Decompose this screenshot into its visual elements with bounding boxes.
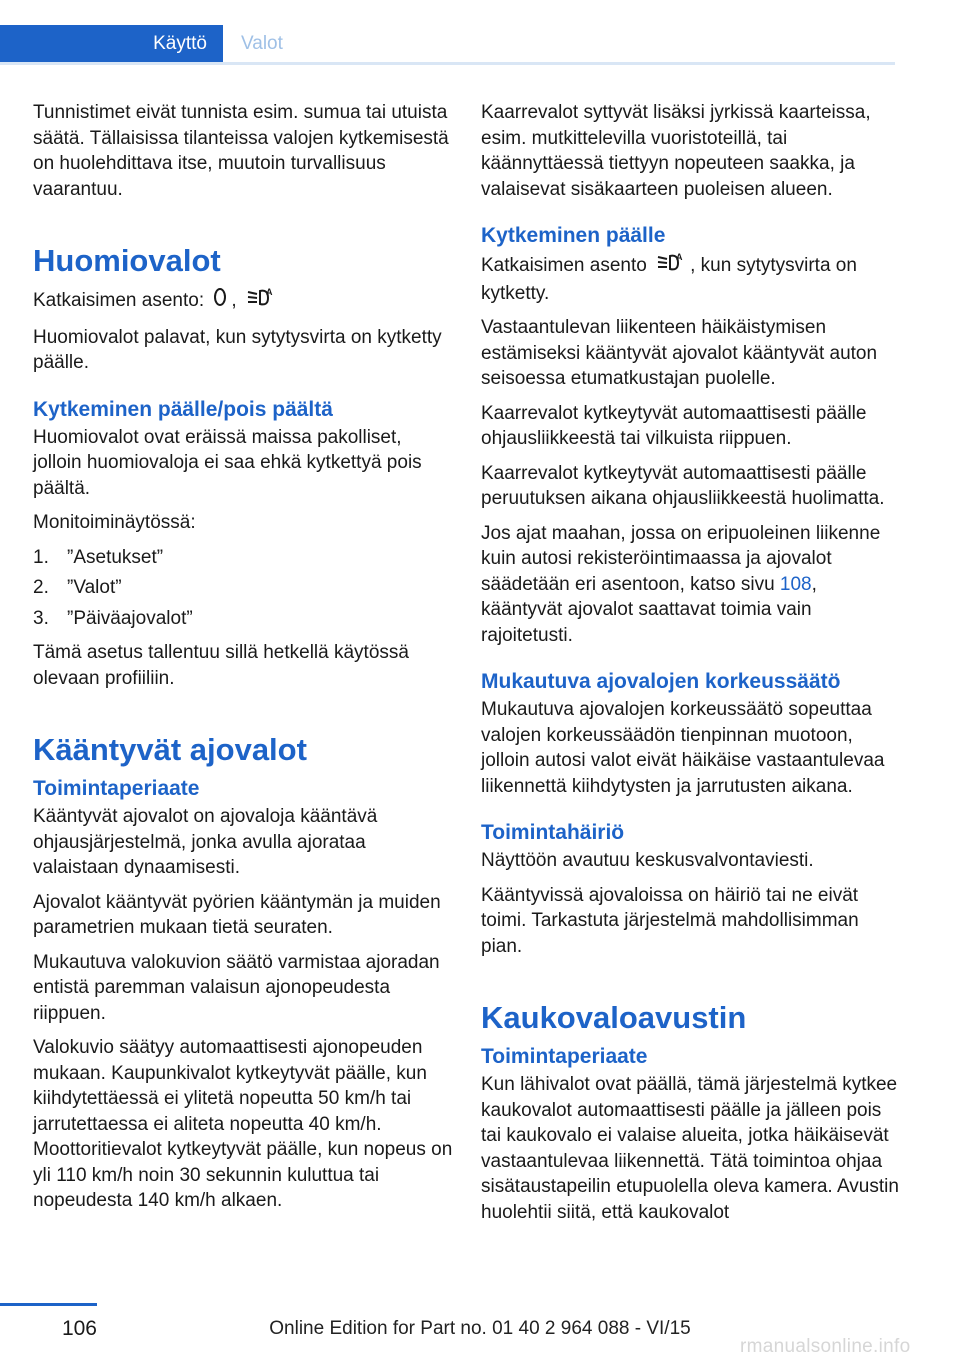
switch-position-line (481, 251, 901, 306)
paragraph: Tunnistimet eivät tunnista esim. sumua tai utuista säätä. Tällaisissa tilanteissa valojen kytkemisestä on huolehdittava itse, muutoin turvallisuus vaarantuu. (33, 102, 449, 200)
header-rule (0, 25, 895, 65)
paragraph: Kääntyvät ajovalot on ajovaloja kääntävä ohjausjärjestelmä, jonka avulla ajorataa valaistaan dynaamisesti. (33, 806, 378, 878)
paragraph: Vastaantulevan liikenteen häikäistymisen estämiseksi kääntyvät ajovalot kääntyvät auton seisoessa etumatkustajan puolelle. (481, 317, 878, 389)
heading-huomiovalot: Huomiovalot (33, 243, 221, 278)
heading-toimintahairio: Toimintahäiriö (481, 821, 625, 844)
paragraph: Ajovalot kääntyvät pyörien kääntymän ja muiden parametrien mukaan tietä seuraten. (33, 891, 441, 938)
page-number: 106 (61, 1317, 97, 1340)
heading-kaantyvat-ajovalot: Kääntyvät ajovalot (33, 732, 307, 767)
list-item (33, 606, 453, 632)
right-column (481, 100, 901, 1234)
heading-toimintaperiaate: Toimintaperiaate (481, 1045, 648, 1068)
switch-label: Katkaisimen asento: (33, 289, 205, 311)
page-number-rule (0, 1303, 97, 1306)
step-number: 2. (33, 577, 49, 598)
paragraph-text: Jos ajat maahan, jossa on eripuoleinen liikenne kuin autosi rekisteröintimaassa ja ajovalot säädetään eri asentoon, katso sivu (481, 522, 881, 595)
paragraph: Kaarrevalot kytkeytyvät automaattisesti päälle ohjausliikkeestä tai vilkuista riippuen. (481, 402, 867, 449)
switch-label: Katkaisimen asento (481, 254, 647, 276)
list-item (33, 545, 453, 571)
steps-list (33, 545, 453, 632)
step-text: ”Päiväajovalot” (67, 607, 193, 629)
paragraph: Mukautuva ajovalojen korkeussäätö sopeuttaa valojen korkeussäädön tienpinnan muotoon, jolloin autosi valot eivät häikäise vastaantulevaa liikennettä kiihdytysten ja jarrutusten aikana. (481, 699, 885, 797)
list-item (33, 575, 453, 601)
paragraph: Näyttöön avautuu keskusvalvontaviesti. (481, 850, 814, 871)
switch-position-0-icon (213, 287, 227, 315)
edition-footer: Online Edition for Part no. 01 40 2 964 088 - VI/15 (269, 1318, 691, 1339)
switch-position-line (33, 286, 453, 316)
paragraph: Kaarrevalot syttyvät lisäksi jyrkissä kaarteissa, esim. mutkittelevilla vuoristoteillä, tai käännyttäessä tiettyyn nopeuteen saakka, ja valaisevat sisäkaarteen puoleisen alueen. (481, 102, 871, 200)
heading-kytkeminen-pois: Kytkeminen päälle/pois päältä (33, 397, 333, 421)
svg-text:A: A (265, 287, 273, 297)
paragraph (481, 521, 901, 649)
svg-text:A: A (676, 252, 683, 262)
step-text: ”Valot” (67, 577, 122, 598)
left-column (33, 100, 453, 1223)
watermark: rmanualsonline.info (740, 1336, 911, 1357)
page-link-108[interactable]: 108 (779, 573, 812, 595)
step-number: 3. (33, 607, 49, 629)
paragraph: Huomiovalot palavat, kun sytytysvirta on kytketty päälle. (33, 326, 442, 373)
paragraph: Kääntyvissä ajovaloissa on häiriö tai ne eivät toimi. Tarkastuta järjestelmä mahdollisimman pian. (481, 884, 859, 957)
paragraph: Monitoiminäytössä: (33, 512, 196, 533)
paragraph: Valokuvio säätyy automaattisesti ajonopeuden mukaan. Kaupunkivalot kytkeytyvät päälle, kun kiihdytettäessä ei ylitetä nopeutta 50 km/h tai jarrutettaessa ei aliteta nopeutta 40 km/h. Moottoritievalot kytkeytyvät päälle, kun nopeus on yli 110 km/h noin 30 sekunnin kuluttua tai nopeudesta 140 km/h alkaen. (33, 1037, 453, 1211)
paragraph-text: , kääntyvät ajovalot saattavat toimia vain rajoitetusti. (481, 573, 817, 646)
heading-toimintaperiaate: Toimintaperiaate (33, 777, 200, 800)
switch-text-after: , kun sytytysvirta on kytketty. (481, 254, 857, 304)
tab-valot-label: Valot (241, 32, 283, 54)
heading-mukautuva: Mukautuva ajovalojen korkeussäätö (481, 670, 841, 693)
heading-kaukovaloavustin: Kaukovaloavustin (481, 1000, 747, 1035)
step-number: 1. (33, 546, 49, 568)
paragraph: Kun lähivalot ovat päällä, tämä järjestelmä kytkee kaukovalot automaattisesti päälle ja jälleen pois tai kaukovalo ei valaise alueita, jotka häikäisevät vastaantulevaa liikennettä. Tätä toimintoa ohjaa sisätaustapeilin etupuolella oleva kamera. Avustin huolehtii siitä, että kaukovalot (481, 1074, 899, 1223)
automatic-headlight-icon (656, 251, 686, 281)
tab-kaytto-label: Käyttö (153, 32, 207, 54)
step-text: ”Asetukset” (67, 546, 164, 568)
paragraph: Kaarrevalot kytkeytyvät automaattisesti päälle peruutuksen aikana ohjausliikkeestä huolimatta. (481, 462, 885, 509)
automatic-headlight-icon (246, 286, 276, 316)
paragraph: Mukautuva valokuvion säätö varmistaa ajoradan entistä paremman valaisun ajonopeudesta riippuen. (33, 951, 440, 1024)
heading-kytkeminen-paalle: Kytkeminen päälle (481, 224, 666, 247)
paragraph: Huomiovalot ovat eräissä maissa pakolliset, jolloin huomiovaloja ei saa ehkä kytkettyä pois päältä. (33, 426, 422, 499)
switch-separator: , (231, 289, 237, 311)
paragraph: Tämä asetus tallentuu sillä hetkellä käytössä olevaan profiiliin. (33, 642, 409, 689)
